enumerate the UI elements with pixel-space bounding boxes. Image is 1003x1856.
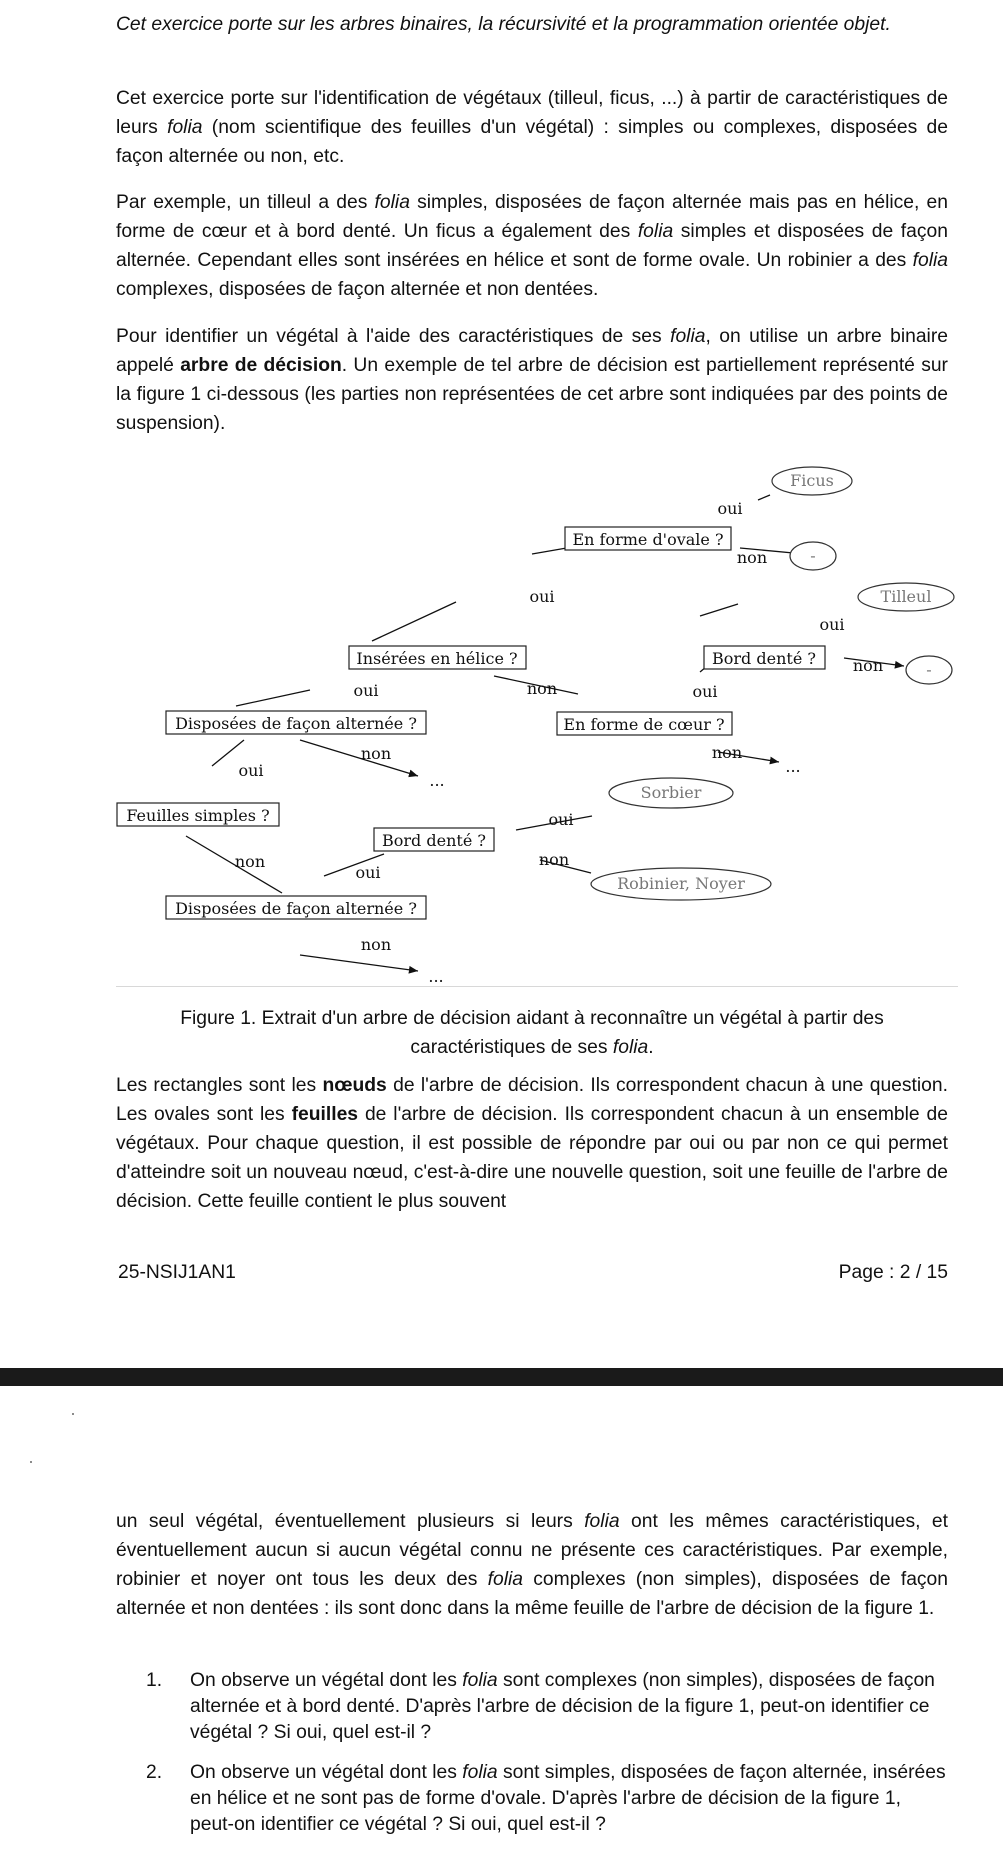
edge-label-non: non <box>852 656 884 675</box>
text-run-italic: folia <box>462 1670 498 1691</box>
node-disposees-alternee-1 <box>166 711 426 734</box>
text-run: Pour identifier un végétal à l'aide des caractéristiques de ses <box>116 326 671 347</box>
node-disposees-alternee-2 <box>166 896 426 919</box>
text-run-italic: folia <box>670 326 706 347</box>
leaf-sorbier <box>609 778 733 808</box>
edge-label-oui: oui <box>692 682 718 701</box>
edge-bord1-tilleul <box>700 604 738 616</box>
leaf-empty-ovale <box>790 542 836 570</box>
text-run-italic: folia <box>637 221 674 242</box>
question-list <box>116 1668 948 1852</box>
edge-label-oui: oui <box>717 499 743 518</box>
edge-helice-ovale <box>372 602 456 641</box>
question-number: 2. <box>146 1762 163 1783</box>
text-run: (nom scientifique des feuilles d'un végétal) : simples ou complexes, disposées de façon alternée ou non, etc. <box>116 117 948 167</box>
node-label: Bord denté ? <box>382 831 486 850</box>
text-run-italic: folia <box>167 117 203 138</box>
leaf-empty-label: - <box>810 546 816 565</box>
text-run: simples et disposées de façon alternée. Cependant elles sont insérées en hélice et sont de forme ovale. Un robinier a des <box>116 221 948 271</box>
scan-speck <box>30 1461 32 1463</box>
leaf-empty-label: - <box>926 660 932 679</box>
text-run-bold: nœuds <box>322 1075 387 1096</box>
edge-label-oui: oui <box>353 681 379 700</box>
node-label: Disposées de façon alternée ? <box>175 714 417 733</box>
paragraph-1 <box>116 84 948 171</box>
edge-ovale-ficus <box>758 495 770 500</box>
node-en-forme-coeur <box>557 712 732 735</box>
text-run: complexes (non simples), disposées de façon alternée et non dentées : ils sont donc dans la même feuille de l'arbre de décision de la figure 1. <box>116 1569 949 1619</box>
paragraph-2 <box>116 188 948 304</box>
text-run-italic: folia <box>374 192 410 213</box>
exam-code: 25-NSIJ1AN1 <box>118 1262 236 1283</box>
text-run: . <box>648 1037 654 1058</box>
node-label: Insérées en hélice ? <box>356 649 518 668</box>
edge-label-non: non <box>360 744 392 763</box>
edge-alt1-non <box>300 740 418 776</box>
node-feuilles-simples <box>117 803 279 826</box>
question-item <box>116 1760 948 1838</box>
figure-caption <box>116 1004 948 1062</box>
node-en-forme-ovale <box>565 527 731 550</box>
leaf-sorbier-label: Sorbier <box>640 783 702 802</box>
leaf-ficus-label: Ficus <box>790 471 834 490</box>
edge-label-non: non <box>360 935 392 954</box>
ellipsis: ... <box>429 771 445 790</box>
text-run: ont les mêmes caractéristiques, et éventuellement aucun si aucun végétal connu ne présente ces caractéristiques. Par exemple, robinier et noyer ont tous les deux des <box>116 1511 948 1590</box>
text-run: Les rectangles sont les <box>116 1075 323 1096</box>
edge-label-non: non <box>538 850 570 869</box>
text-run-italic: folia <box>612 1037 649 1058</box>
leaf-ficus <box>772 467 852 495</box>
node-label: En forme de cœur ? <box>563 715 725 734</box>
text-run: Figure 1. Extrait d'un arbre de décision aidant à reconnaître un végétal à partir des caractéristiques de ses <box>180 1008 884 1058</box>
edge-label-oui: oui <box>548 810 574 829</box>
text-run: un seul végétal, éventuellement plusieurs si leurs <box>116 1511 585 1532</box>
edge-alt1-helice <box>236 690 310 706</box>
node-label: Bord denté ? <box>712 649 816 668</box>
edge-alt2-non <box>300 955 418 971</box>
decision-tree-figure <box>116 458 958 987</box>
text-run-italic: folia <box>487 1569 524 1590</box>
leaf-robinier-noyer <box>591 868 771 900</box>
leaf-tilleul <box>858 583 954 611</box>
ellipsis: ... <box>785 757 801 776</box>
page-number: Page : 2 / 15 <box>838 1262 948 1283</box>
text-run: simples, disposées de façon alternée mais pas en hélice, en forme de cœur et à bord denté. Un ficus a également des <box>116 192 949 242</box>
text-run: complexes, disposées de façon alternée et non dentées. <box>116 279 599 300</box>
text-run: On observe un végétal dont les <box>190 1670 463 1691</box>
node-bord-dente-2 <box>374 828 494 851</box>
edge-label-non: non <box>736 548 768 567</box>
edge-label-oui: oui <box>529 587 555 606</box>
question-number: 1. <box>146 1670 163 1691</box>
text-run-italic: folia <box>912 250 948 271</box>
node-label: Feuilles simples ? <box>126 806 270 825</box>
intro-text: Cet exercice porte sur les arbres binaires, la récursivité et la programmation orientée objet. <box>116 14 891 35</box>
text-run: Par exemple, un tilleul a des <box>116 192 375 213</box>
text-run: de l'arbre de décision. Ils correspondent chacun à un ensemble de végétaux. Pour chaque question, il est possible de répondre par oui ou par non ce qui permet d'atteindre soit un nouveau nœud, c'est-à-dire une nouvelle question, soit une feuille de l'arbre de décision. Cette feuille contient le plus souvent <box>116 1104 948 1212</box>
text-run: , on utilise un arbre binaire appelé <box>116 326 948 376</box>
ellipsis: ... <box>428 967 444 986</box>
leaf-empty-bord <box>906 656 952 684</box>
text-run: sont complexes (non simples), disposées de façon alternée et à bord denté. D'après l'arbre de décision de la figure 1, peut-on identifier ce végétal ? Si oui, quel est-il ? <box>190 1670 935 1743</box>
edge-label-non: non <box>234 852 266 871</box>
paragraph-5 <box>116 1507 948 1623</box>
node-inserees-helice <box>349 646 526 669</box>
question-item <box>116 1668 948 1746</box>
decision-tree-svg <box>116 458 958 986</box>
text-run: Cet exercice porte sur l'identification de végétaux (tilleul, ficus, ...) à partir de caractéristiques de leurs <box>116 88 948 138</box>
page-divider <box>0 1368 1003 1386</box>
edge-label-oui: oui <box>819 615 845 634</box>
text-run: . Un exemple de tel arbre de décision est partiellement représenté sur la figure 1 ci-dessous (les parties non représentées de cet arbre sont indiquées par des points de suspension). <box>116 355 948 434</box>
text-run-bold: feuilles <box>291 1104 359 1125</box>
edge-label-non: non <box>526 679 558 698</box>
text-run: sont simples, disposées de façon alternée, insérées en hélice et ne sont pas de forme d'ovale. D'après l'arbre de décision de la figure 1, peut-on identifier ce végétal ? Si oui, quel est-il ? <box>190 1762 946 1835</box>
paragraph-4 <box>116 1071 948 1216</box>
page-footer <box>118 1262 948 1284</box>
scan-speck <box>72 1413 74 1415</box>
leaf-robinier-label: Robinier, Noyer <box>617 874 745 893</box>
text-run: de l'arbre de décision. Ils correspondent chacun à une question. Les ovales sont les <box>116 1075 948 1125</box>
edge-label-non: non <box>711 743 743 762</box>
text-run: On observe un végétal dont les <box>190 1762 463 1783</box>
node-label: En forme d'ovale ? <box>572 530 724 549</box>
node-bord-dente-1 <box>704 646 825 669</box>
node-label: Disposées de façon alternée ? <box>175 899 417 918</box>
text-run-italic: folia <box>584 1511 620 1532</box>
edge-label-oui: oui <box>355 863 381 882</box>
paragraph-3 <box>116 322 948 438</box>
edge-label-oui: oui <box>238 761 264 780</box>
leaf-tilleul-label: Tilleul <box>880 587 932 606</box>
text-run-italic: folia <box>462 1762 498 1783</box>
text-run-bold: arbre de décision <box>180 355 342 376</box>
